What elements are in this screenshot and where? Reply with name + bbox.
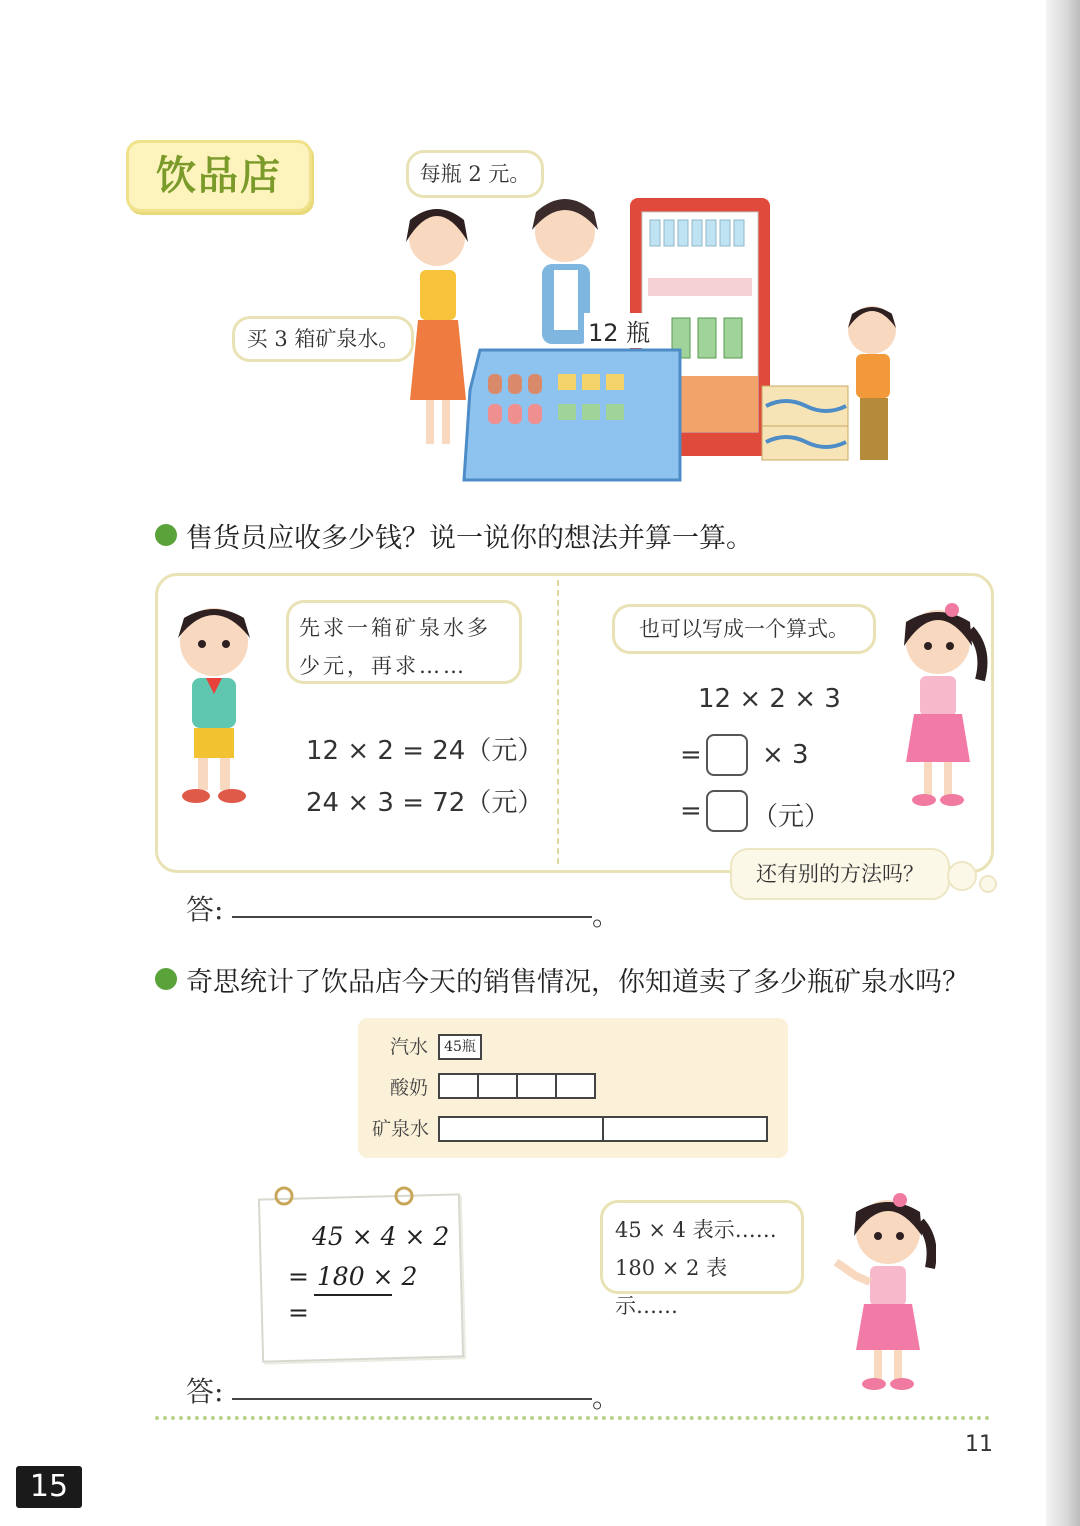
method2-speech-text: 也可以写成一个算式。 bbox=[639, 617, 849, 641]
explain-line-1: 45 × 4 表示…… bbox=[615, 1218, 777, 1242]
yogurt-segment bbox=[557, 1073, 596, 1099]
question2-bullet bbox=[155, 968, 177, 990]
waving-girl-illustration bbox=[826, 1192, 936, 1396]
method1-speech-text: 先求一箱矿泉水多少元，再求…… bbox=[299, 616, 491, 678]
drink-shop-illustration bbox=[380, 190, 940, 490]
soda-bar: 45瓶 bbox=[438, 1034, 482, 1060]
explain-line-2: 180 × 2 表示…… bbox=[615, 1256, 728, 1318]
water-label: 矿泉水 bbox=[372, 1118, 430, 1140]
note-underline bbox=[314, 1294, 392, 1296]
boy-with-notepad-illustration bbox=[848, 306, 896, 460]
customer-girl-illustration bbox=[406, 209, 468, 444]
yogurt-bar bbox=[438, 1073, 602, 1099]
other-method-speech-bubble bbox=[730, 848, 950, 900]
yogurt-segment bbox=[518, 1073, 557, 1099]
page-edge bbox=[1046, 0, 1080, 1526]
blank-box-2[interactable] bbox=[706, 790, 748, 832]
box-label: 12 瓶 bbox=[584, 313, 654, 348]
clerk-speech-text: 每瓶 2 元。 bbox=[419, 162, 531, 186]
page-number: 11 bbox=[965, 1432, 993, 1457]
note-line-2: = 180 × 2 bbox=[288, 1262, 418, 1291]
yogurt-segment bbox=[479, 1073, 518, 1099]
page-label-badge: 15 bbox=[16, 1466, 82, 1508]
water-segment bbox=[438, 1116, 604, 1142]
question1-text: 售货员应收多少钱？说一说你的想法并算一算。 bbox=[186, 523, 753, 554]
method2-equation-1: 12 × 2 × 3 bbox=[698, 684, 841, 714]
other-method-speech-text: 还有别的方法吗？ bbox=[756, 862, 924, 886]
girl-speech-text: 买 3 箱矿泉水。 bbox=[246, 327, 400, 351]
answer1-label: 答: bbox=[186, 893, 224, 926]
shop-title: 饮品店 bbox=[156, 153, 282, 199]
method2-speech-bubble bbox=[612, 604, 876, 654]
blank-box-1[interactable] bbox=[706, 734, 748, 776]
answer1-period: 。 bbox=[592, 899, 621, 932]
explain-speech-bubble bbox=[600, 1200, 804, 1318]
answer2-label: 答: bbox=[186, 1375, 224, 1408]
boy-illustration bbox=[156, 598, 272, 810]
method1-equation-1: 12 × 2 = 24（元） bbox=[306, 736, 544, 766]
yogurt-label: 酸奶 bbox=[390, 1077, 429, 1099]
answer1-line[interactable] bbox=[232, 916, 592, 918]
method1-speech-bubble bbox=[286, 600, 522, 684]
note-line-3: = bbox=[288, 1298, 309, 1327]
method2-unit: （元） bbox=[752, 802, 831, 832]
answer2-period: 。 bbox=[592, 1381, 621, 1414]
water-bar bbox=[438, 1116, 768, 1142]
note-rings bbox=[270, 1184, 420, 1206]
girl-illustration bbox=[890, 600, 990, 814]
question2-text: 奇思统计了饮品店今天的销售情况，你知道卖了多少瓶矿泉水吗？ bbox=[186, 967, 969, 998]
method2-times-3: × 3 bbox=[762, 740, 809, 770]
answer2-line[interactable] bbox=[232, 1398, 592, 1400]
water-segment bbox=[604, 1116, 768, 1142]
question1-bullet bbox=[155, 524, 177, 546]
note-line-1: 45 × 4 × 2 bbox=[312, 1222, 450, 1251]
method1-equation-2: 24 × 3 = 72（元） bbox=[306, 788, 544, 818]
footer-dotted-rule bbox=[155, 1416, 990, 1420]
panel-divider bbox=[557, 580, 559, 864]
method2-equals-1: = bbox=[680, 740, 702, 770]
yogurt-segment bbox=[438, 1073, 479, 1099]
thought-bubble-dots bbox=[944, 858, 1000, 896]
soda-label: 汽水 bbox=[390, 1036, 429, 1058]
method2-equals-2: = bbox=[680, 796, 702, 826]
shop-title-badge bbox=[126, 140, 312, 212]
ice-cream-cabinet-illustration bbox=[464, 350, 680, 480]
water-boxes-illustration bbox=[762, 386, 848, 460]
